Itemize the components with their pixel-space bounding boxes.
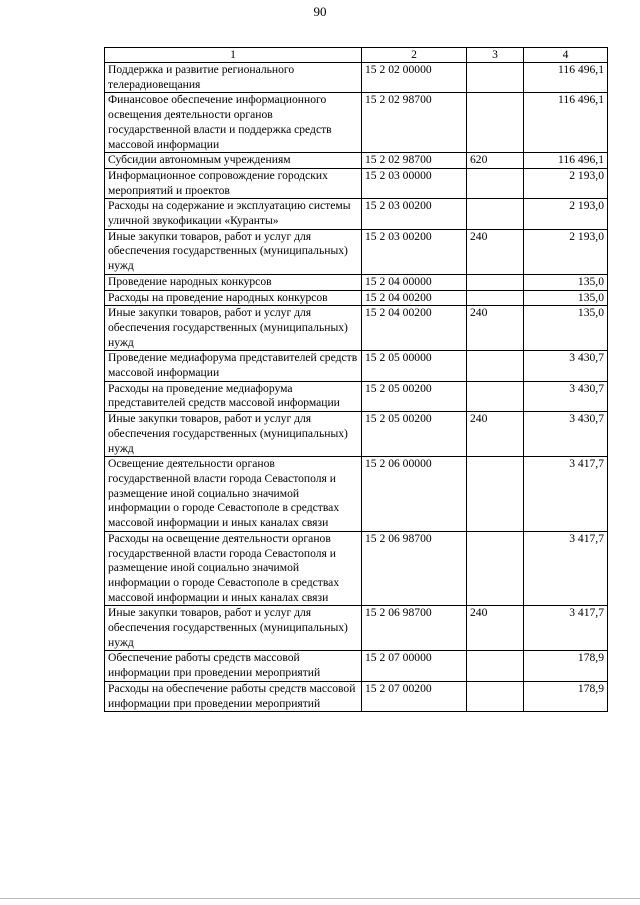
row-code-cell: 15 2 04 00200 (362, 290, 467, 306)
table-row (105, 63, 608, 93)
row-code-cell: 15 2 03 00000 (362, 168, 467, 198)
table-row (105, 168, 608, 198)
row-amount-cell: 2 193,0 (524, 199, 608, 229)
row-amount-cell: 3 417,7 (524, 531, 608, 606)
row-type-cell (467, 381, 524, 411)
row-code-cell: 15 2 07 00000 (362, 651, 467, 681)
row-name-cell: Проведение народных конкурсов (105, 274, 362, 290)
row-type-cell: 240 (467, 306, 524, 351)
row-type-cell: 240 (467, 412, 524, 457)
row-amount-cell: 2 193,0 (524, 229, 608, 274)
table-row (105, 229, 608, 274)
row-code-cell: 15 2 04 00000 (362, 274, 467, 290)
header-col-3: 3 (467, 48, 524, 63)
row-name-cell: Иные закупки товаров, работ и услуг для обеспечения государственных (муниципальных) нужд (105, 412, 362, 457)
header-col-1: 1 (105, 48, 362, 63)
table-row (105, 412, 608, 457)
row-code-cell: 15 2 06 98700 (362, 606, 467, 651)
row-amount-cell: 135,0 (524, 274, 608, 290)
row-name-cell: Поддержка и развитие регионального телерадиовещания (105, 63, 362, 93)
row-name-cell: Расходы на проведение медиафорума представителей средств массовой информации (105, 381, 362, 411)
row-type-cell (467, 290, 524, 306)
row-name-cell: Освещение деятельности органов государственной власти города Севастополя и размещение иной социально значимой информации о городе Севастополе в средствах массовой информации и иных каналах связи (105, 457, 362, 532)
row-name-cell: Финансовое обеспечение информационного освещения деятельности органов государственной власти и поддержка средств массовой информации (105, 93, 362, 153)
row-name-cell: Иные закупки товаров, работ и услуг для обеспечения государственных (муниципальных) нужд (105, 606, 362, 651)
row-type-cell (467, 531, 524, 606)
row-code-cell: 15 2 02 98700 (362, 93, 467, 153)
row-code-cell: 15 2 05 00200 (362, 412, 467, 457)
row-amount-cell: 3 417,7 (524, 606, 608, 651)
row-type-cell (467, 457, 524, 532)
row-code-cell: 15 2 02 98700 (362, 153, 467, 169)
table-header (105, 48, 608, 63)
row-type-cell: 240 (467, 229, 524, 274)
table-row (105, 457, 608, 532)
table-row (105, 606, 608, 651)
row-type-cell (467, 274, 524, 290)
row-amount-cell: 135,0 (524, 290, 608, 306)
table-row (105, 153, 608, 169)
row-name-cell: Информационное сопровождение городских мероприятий и проектов (105, 168, 362, 198)
table-row (105, 381, 608, 411)
row-type-cell: 620 (467, 153, 524, 169)
row-amount-cell: 3 430,7 (524, 412, 608, 457)
table-row (105, 306, 608, 351)
header-col-2: 2 (362, 48, 467, 63)
budget-table (104, 47, 608, 712)
row-amount-cell: 178,9 (524, 651, 608, 681)
row-name-cell: Субсидии автономным учреждениям (105, 153, 362, 169)
row-code-cell: 15 2 05 00200 (362, 381, 467, 411)
row-amount-cell: 3 417,7 (524, 457, 608, 532)
row-type-cell (467, 351, 524, 381)
row-type-cell (467, 93, 524, 153)
row-amount-cell: 178,9 (524, 681, 608, 711)
row-name-cell: Расходы на проведение народных конкурсов (105, 290, 362, 306)
table-row (105, 351, 608, 381)
row-name-cell: Обеспечение работы средств массовой информации при проведении мероприятий (105, 651, 362, 681)
row-code-cell: 15 2 06 98700 (362, 531, 467, 606)
table-row (105, 651, 608, 681)
row-name-cell: Иные закупки товаров, работ и услуг для обеспечения государственных (муниципальных) нужд (105, 306, 362, 351)
row-code-cell: 15 2 03 00200 (362, 229, 467, 274)
row-type-cell: 240 (467, 606, 524, 651)
table-row (105, 681, 608, 711)
row-amount-cell: 116 496,1 (524, 153, 608, 169)
footer-rule (0, 898, 640, 899)
row-type-cell (467, 199, 524, 229)
row-type-cell (467, 63, 524, 93)
row-code-cell: 15 2 07 00200 (362, 681, 467, 711)
row-code-cell: 15 2 04 00200 (362, 306, 467, 351)
table-row (105, 290, 608, 306)
row-name-cell: Проведение медиафорума представителей средств массовой информации (105, 351, 362, 381)
header-col-4: 4 (524, 48, 608, 63)
table-row (105, 199, 608, 229)
table-row (105, 531, 608, 606)
row-amount-cell: 135,0 (524, 306, 608, 351)
page-number: 90 (313, 4, 327, 19)
table-body (105, 63, 608, 712)
row-type-cell (467, 651, 524, 681)
row-amount-cell: 116 496,1 (524, 63, 608, 93)
row-name-cell: Расходы на освещение деятельности органов государственной власти города Севастополя и размещение иной социально значимой информации о городе Севастополе в средствах массовой информации и иных каналах связи (105, 531, 362, 606)
row-name-cell: Иные закупки товаров, работ и услуг для обеспечения государственных (муниципальных) нужд (105, 229, 362, 274)
row-amount-cell: 3 430,7 (524, 381, 608, 411)
row-type-cell (467, 168, 524, 198)
row-amount-cell: 2 193,0 (524, 168, 608, 198)
row-code-cell: 15 2 06 00000 (362, 457, 467, 532)
row-type-cell (467, 681, 524, 711)
row-code-cell: 15 2 05 00000 (362, 351, 467, 381)
table-row (105, 274, 608, 290)
row-name-cell: Расходы на обеспечение работы средств массовой информации при проведении мероприятий (105, 681, 362, 711)
row-code-cell: 15 2 02 00000 (362, 63, 467, 93)
row-amount-cell: 3 430,7 (524, 351, 608, 381)
table-row (105, 93, 608, 153)
header-row (105, 48, 608, 63)
row-name-cell: Расходы на содержание и эксплуатацию системы уличной звукофикации «Куранты» (105, 199, 362, 229)
row-code-cell: 15 2 03 00200 (362, 199, 467, 229)
row-amount-cell: 116 496,1 (524, 93, 608, 153)
